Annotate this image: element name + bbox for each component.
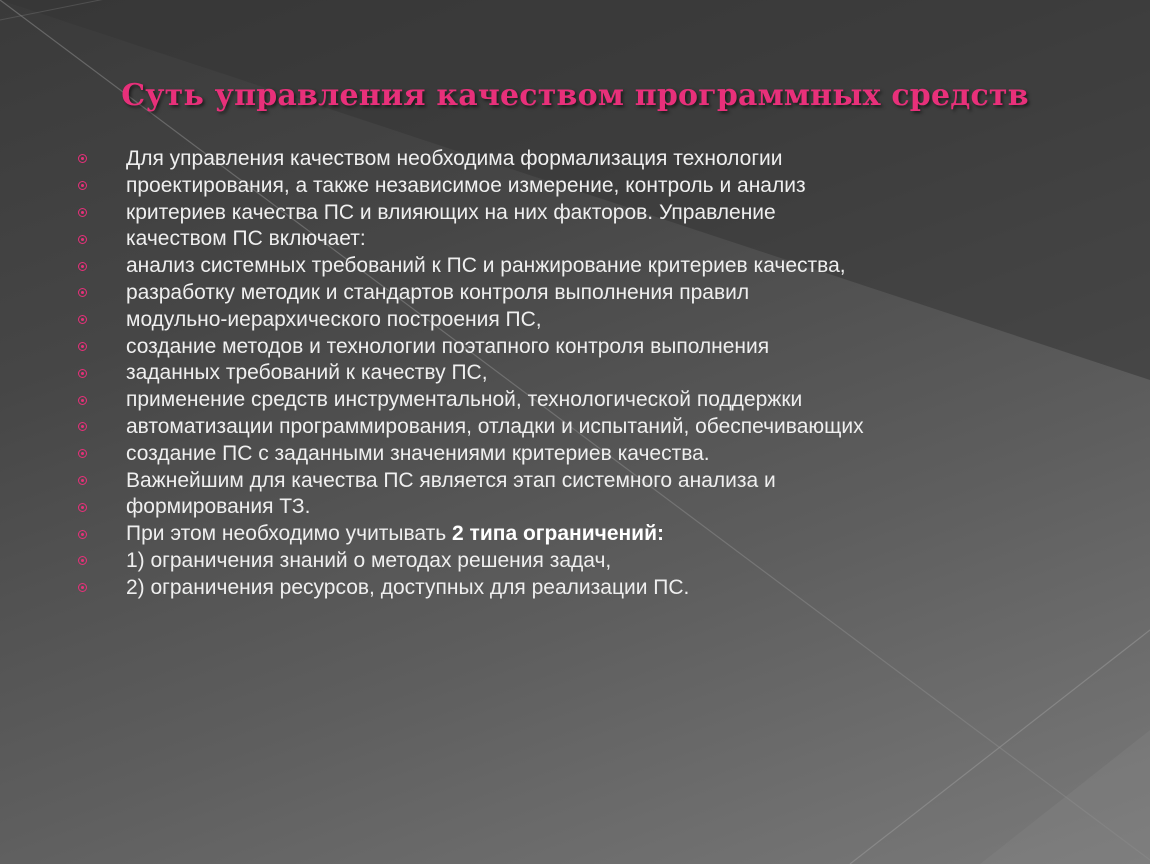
ring-bullet-icon [78, 556, 87, 565]
bullet-list [78, 146, 1078, 602]
ring-bullet-icon [78, 154, 87, 163]
ring-bullet-icon [78, 262, 87, 271]
slide-title: Суть управления качеством программных средств [121, 78, 1029, 113]
constraint-emphasis: 2 типа ограничений: [452, 522, 664, 546]
list-item: Важнейшим для качества ПС является этап системного анализа и [78, 468, 1078, 495]
list-item: применение средств инструментальной, технологической поддержки [78, 387, 1078, 414]
ring-bullet-icon [78, 503, 87, 512]
ring-bullet-icon [78, 476, 87, 485]
ring-bullet-icon [78, 583, 87, 592]
ring-bullet-icon [78, 181, 87, 190]
ring-bullet-icon [78, 396, 87, 405]
list-item: заданных требований к качеству ПС, [78, 360, 1078, 387]
ring-bullet-icon [78, 208, 87, 217]
list-item: проектирования, а также независимое измерение, контроль и анализ [78, 173, 1078, 200]
list-item: анализ системных требований к ПС и ранжирование критериев качества, [78, 253, 1078, 280]
ring-bullet-icon [78, 342, 87, 351]
list-item: критериев качества ПС и влияющих на них факторов. Управление [78, 200, 1078, 227]
list-item: 1) ограничения знаний о методах решения задач, [78, 548, 1078, 575]
list-item: 2) ограничения ресурсов, доступных для реализации ПС. [78, 575, 1078, 602]
list-item: качеством ПС включает: [78, 226, 1078, 253]
list-item: Для управления качеством необходима формализация технологии [78, 146, 1078, 173]
list-item: При этом необходимо учитывать 2 типа ограничений: [78, 521, 1078, 548]
list-item: разработку методик и стандартов контроля выполнения правил [78, 280, 1078, 307]
list-item: формирования ТЗ. [78, 494, 1078, 521]
ring-bullet-icon [78, 369, 87, 378]
list-item: создание ПС с заданными значениями критериев качества. [78, 441, 1078, 468]
ring-bullet-icon [78, 288, 87, 297]
list-item: создание методов и технологии поэтапного контроля выполнения [78, 334, 1078, 361]
list-item: модульно-иерархического построения ПС, [78, 307, 1078, 334]
ring-bullet-icon [78, 235, 87, 244]
list-item: автоматизации программирования, отладки и испытаний, обеспечивающих [78, 414, 1078, 441]
ring-bullet-icon [78, 422, 87, 431]
ring-bullet-icon [78, 530, 87, 539]
bottom-right-facet [980, 730, 1150, 864]
ring-bullet-icon [78, 449, 87, 458]
ring-bullet-icon [78, 315, 87, 324]
